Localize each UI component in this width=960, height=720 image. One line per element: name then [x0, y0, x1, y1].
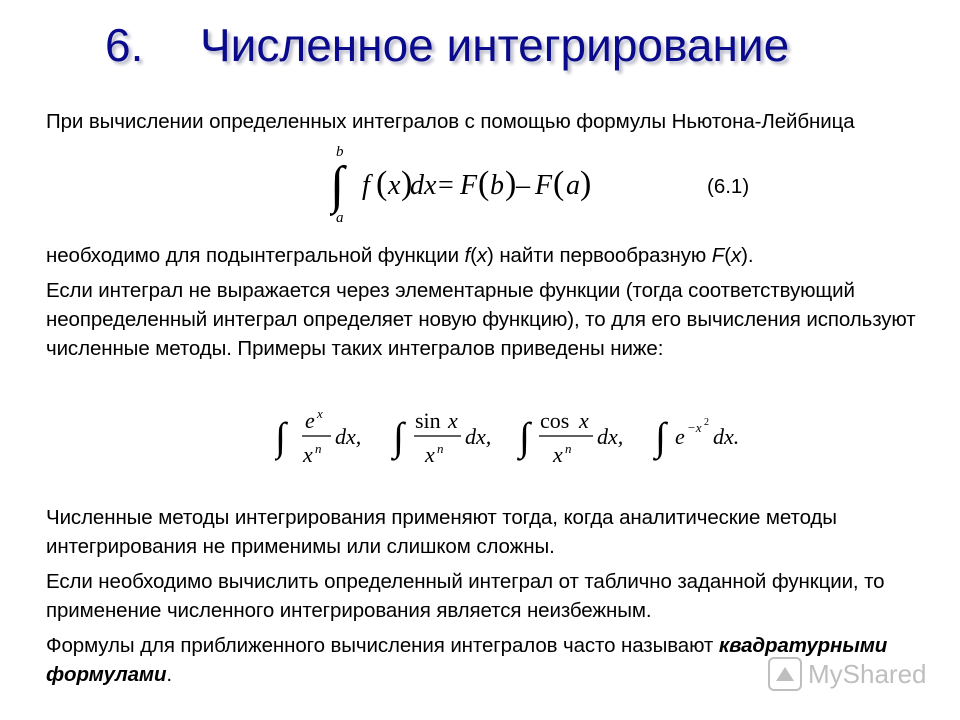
t2-den-sup: n — [437, 441, 444, 456]
watermark — [768, 652, 938, 696]
formula-newton-leibniz — [330, 138, 630, 228]
title-text: Численное интегрирование — [200, 19, 790, 71]
formula1-rparen3: ) — [580, 165, 592, 202]
p2-text-pre: необходимо для подынтегральной функции — [46, 244, 465, 267]
paragraph-numeric-methods: Если интеграл не выражается через элементарные функции (тогда соответствующий неопределенный интеграл определяет новую функцию), то для его вычисления используют численные методы. Примеры таких интегралов приведены ниже: — [46, 279, 916, 360]
paragraph-tabular-function: Если необходимо вычислить определенный интеграл от таблично заданной функции, то применение численного интегрирования является неизбежным. — [46, 570, 885, 622]
formula1-arg-a: a — [566, 170, 580, 201]
formula1-lparen3: ( — [553, 165, 565, 202]
t1-num-sup: x — [317, 406, 323, 421]
t1-num-base: e — [305, 408, 315, 433]
p2-paren2: ( — [724, 244, 731, 267]
t1-den-base: x — [303, 442, 313, 467]
page-title — [105, 18, 789, 72]
paragraph-antiderivative — [46, 241, 926, 270]
formula1-lparen2: ( — [478, 165, 490, 202]
formula1-F2: F — [535, 170, 553, 201]
t2-den-base: x — [425, 442, 435, 467]
formula1-equals: = — [438, 170, 454, 201]
p2-text-end: ). — [741, 244, 754, 267]
title-number: 6. — [105, 19, 144, 71]
t4-base: e — [675, 424, 685, 449]
formula1-arg-b: b — [490, 170, 504, 201]
equation-number: (6.1) — [707, 175, 750, 198]
p6-text-end: . — [166, 663, 173, 686]
p6-quadrature-term: квадратурными формулами — [46, 634, 888, 686]
t4-dx: dx. — [713, 424, 740, 449]
paragraph-intro: При вычислении определенных интегралов с помощью формулы Ньютона-Лейбница — [46, 110, 855, 133]
p2-paren1: ( — [470, 244, 477, 267]
formula1-rparen1: ) — [401, 165, 413, 202]
t3-num-var: x — [579, 408, 589, 433]
paragraph-when-numeric: Численные методы интегрирования применяют тогда, когда аналитические методы интегрирования не применимы или слишком сложны. — [46, 506, 837, 558]
p2-x1: x — [476, 244, 488, 267]
integral-lower-limit: a — [336, 210, 344, 226]
watermark-text: MyShared — [808, 658, 927, 689]
formula1-rparen2: ) — [505, 165, 517, 202]
t2-num-var: x — [448, 408, 458, 433]
integral-sign-2: ∫ — [393, 414, 404, 459]
t3-dx: dx, — [597, 424, 624, 449]
integral-sign-3: ∫ — [519, 414, 530, 459]
integral-sign: ∫ — [330, 157, 345, 214]
p2-F: F — [711, 244, 725, 267]
p2-x2: x — [730, 244, 742, 267]
t2-num: sin — [415, 408, 441, 433]
t3-den-sup: n — [565, 441, 572, 456]
formula1-x: x — [388, 170, 401, 201]
watermark-logo-icon — [768, 657, 802, 691]
p2-text-mid: ) найти первообразную — [487, 244, 712, 267]
t1-dx: dx, — [335, 424, 362, 449]
formula1-minus: – — [516, 170, 530, 201]
formula1-F1: F — [460, 170, 478, 201]
formula1-f: f — [362, 170, 370, 201]
integral-upper-limit: b — [336, 144, 344, 160]
integral-sign-1: ∫ — [275, 414, 286, 459]
t2-dx: dx, — [465, 424, 492, 449]
p2-f: f — [464, 244, 471, 267]
integral-sign-4: ∫ — [655, 414, 666, 459]
t4-sup2: 2 — [704, 417, 709, 428]
formula1-dx: dx — [410, 170, 437, 201]
t3-num: cos — [540, 408, 570, 433]
formula-example-integrals — [275, 398, 755, 478]
p6-text-pre: Формулы для приближенного вычисления интегралов часто называют — [46, 634, 719, 657]
t4-sup: −x — [687, 420, 702, 435]
formula1-lparen1: ( — [376, 165, 388, 202]
t1-den-sup: n — [315, 441, 322, 456]
t3-den-base: x — [553, 442, 563, 467]
